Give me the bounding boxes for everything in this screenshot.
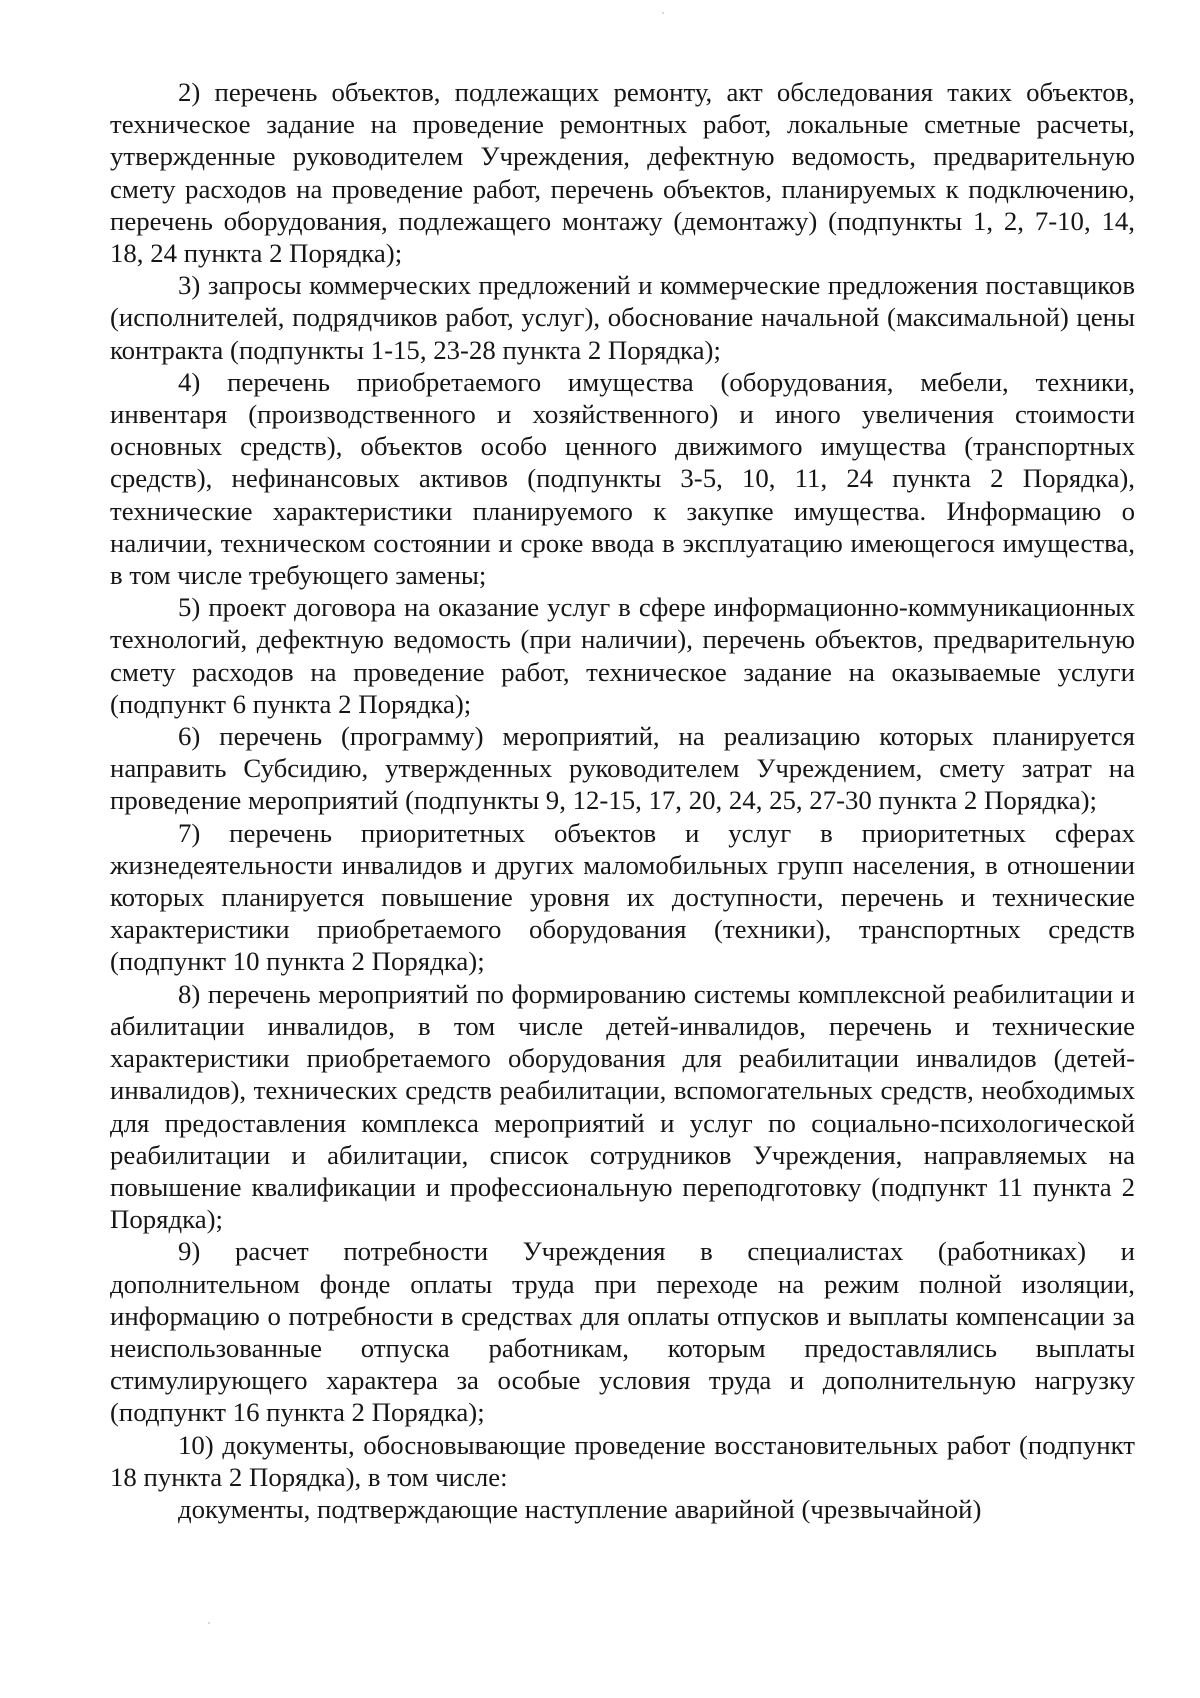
- list-item-3: 3) запросы коммерческих предложений и коммерческие предложения поставщиков (исполнителей, подрядчиков работ, услуг), обоснование начальной (максимальной) цены контракта (подпункты 1-15, 23-28 пункта 2 Порядка);: [110, 270, 1135, 365]
- list-item-10-subitem: документы, подтверждающие наступление аварийной (чрезвычайной): [178, 1493, 982, 1524]
- list-item-9: 9) расчет потребности Учреждения в специалистах (работниках) и дополнительном фонде оплаты труда при переходе на режим полной изоляции, информацию о потребности в средствах для оплаты отпусков и выплаты компенсации за неиспользованные отпуска работникам, которым предоставлялись выплаты стимулирующего характера за особые условия труда и дополнительную нагрузку (подпункт 16 пункта 2 Порядка);: [110, 1236, 1135, 1428]
- list-item-7: 7) перечень приоритетных объектов и услуг в приоритетных сферах жизнедеятельности инвалидов и других маломобильных групп населения, в отношении которых планируется повышение уровня их доступности, перечень и технические характеристики приобретаемого оборудования (техники), транспортных средств (подпункт 10 пункта 2 Порядка);: [110, 817, 1135, 977]
- list-item-8: 8) перечень мероприятий по формированию системы комплексной реабилитации и абилитации инвалидов, в том числе детей-инвалидов, перечень и технические характеристики приобретаемого оборудования для реабилитации инвалидов (детей-инвалидов), технических средств реабилитации, вспомогательных средств, необходимых для предоставления комплекса мероприятий и услуг по социально-психологической реабилитации и абилитации, список сотрудников Учреждения, направляемых на повышение квалификации и профессиональную переподготовку (подпункт 11 пункта 2 Порядка);: [110, 978, 1135, 1235]
- list-item-10: 10) документы, обосновывающие проведение восстановительных работ (подпункт 18 пункта 2 Порядка), в том числе:: [110, 1429, 1135, 1492]
- scan-speck: [662, 12, 664, 14]
- list-item-2: 2) перечень объектов, подлежащих ремонту, акт обследования таких объектов, техническое задание на проведение ремонтных работ, локальные сметные расчеты, утвержденные руководителем Учреждения, дефектную ведомость, предварительную смету расходов на проведение работ, перечень объектов, планируемых к подключению, перечень оборудования, подлежащего монтажу (демонтажу) (подпункты 1, 2, 7-10, 14, 18, 24 пункта 2 Порядка);: [110, 77, 1135, 269]
- document-page: [110, 76, 1135, 1525]
- list-item-4: 4) перечень приобретаемого имущества (оборудования, мебели, техники, инвентаря (производственного и хозяйственного) и иного увеличения стоимости основных средств), объектов особо ценного движимого имущества (транспортных средств), нефинансовых активов (подпункты 3-5, 10, 11, 24 пункта 2 Порядка), технические характеристики планируемого к закупке имущества. Информацию о наличии, техническом состоянии и сроке ввода в эксплуатацию имеющегося имущества, в том числе требующего замены;: [110, 366, 1135, 591]
- list-item-6: 6) перечень (программу) мероприятий, на реализацию которых планируется направить Субсидию, утвержденных руководителем Учреждением, смету затрат на проведение мероприятий (подпункты 9, 12-15, 17, 20, 24, 25, 27-30 пункта 2 Порядка);: [110, 721, 1135, 816]
- scan-speck: [208, 1622, 210, 1624]
- list-item-5: 5) проект договора на оказание услуг в сфере информационно-коммуникационных технологий, дефектную ведомость (при наличии), перечень объектов, предварительную смету расходов на проведение работ, техническое задание на оказываемые услуги (подпункт 6 пункта 2 Порядка);: [110, 592, 1135, 719]
